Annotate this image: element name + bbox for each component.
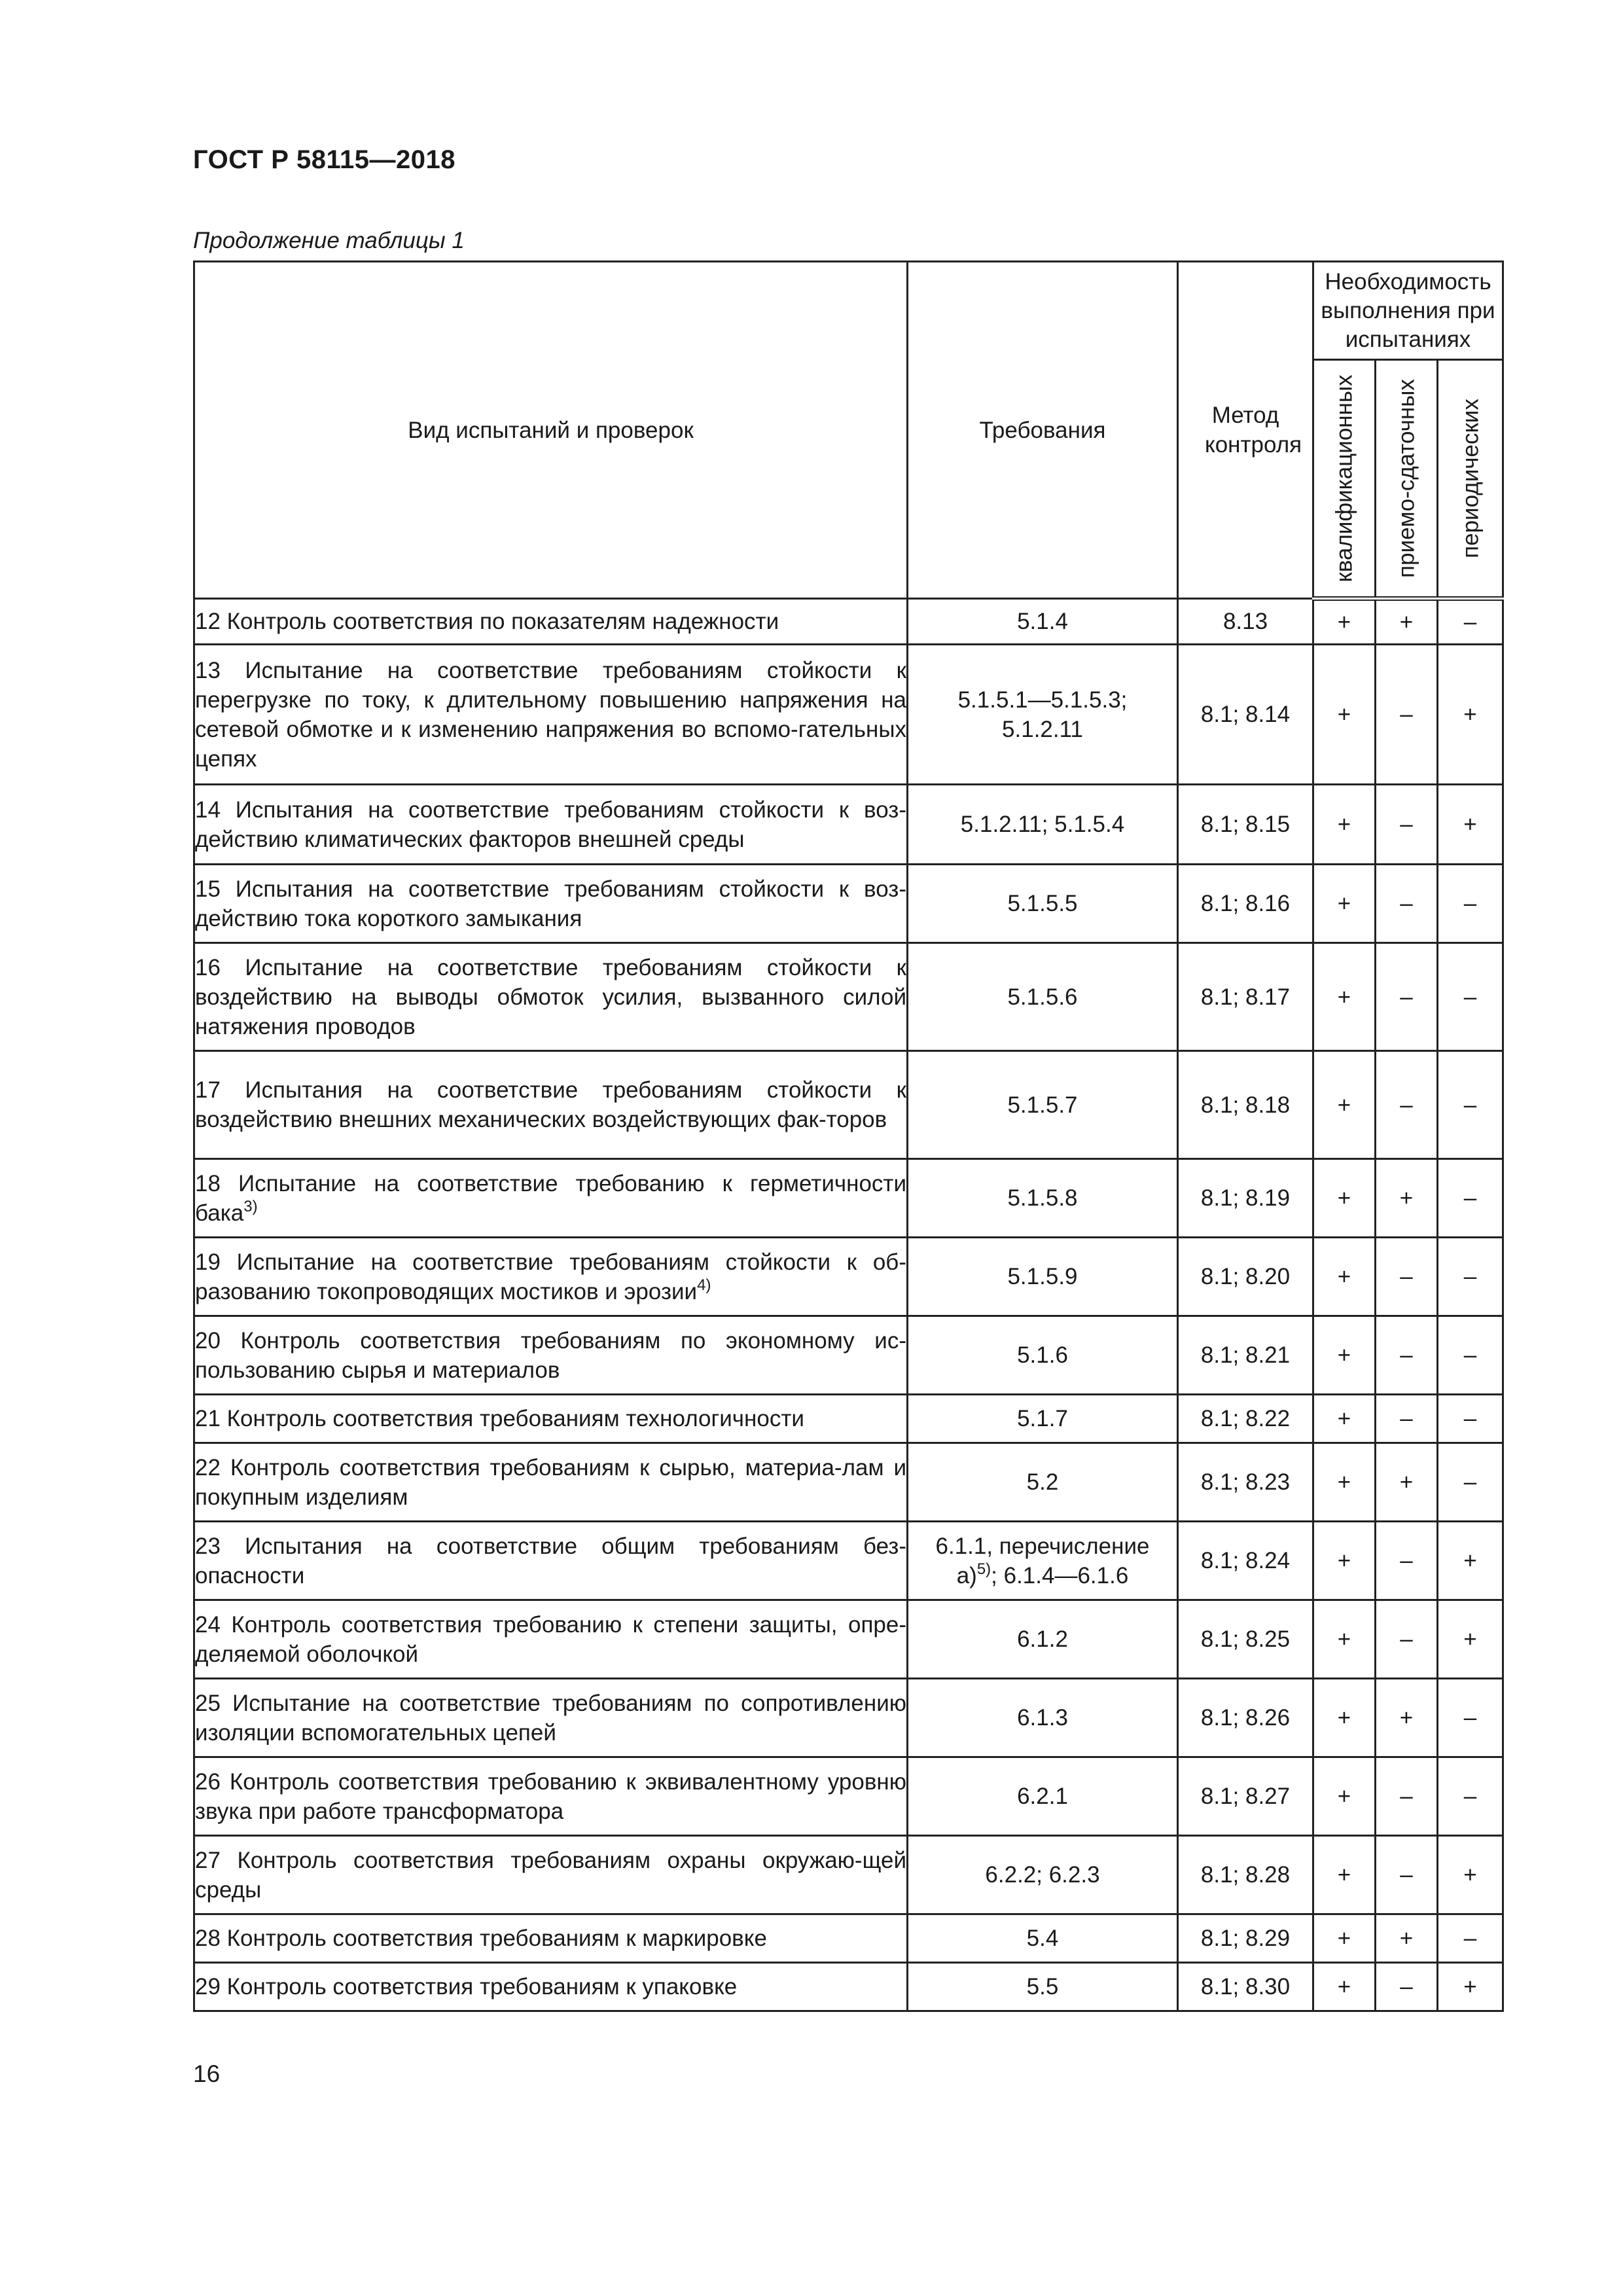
requirement-ref: 6.2.1 xyxy=(908,1757,1178,1836)
test-name: 16 Испытание на соответствие требованиям стойкости к воздействию на выводы обмоток усилия, вызванного силой натяжения проводов xyxy=(194,943,908,1051)
test-name: 22 Контроль соответствия требованиям к сырью, материа-лам и покупным изделиям xyxy=(194,1443,908,1522)
acceptance-label: приемо-сдаточных xyxy=(1393,379,1419,578)
requirement-ref: 6.2.2; 6.2.3 xyxy=(908,1836,1178,1914)
qualification-label: квалификационных xyxy=(1331,374,1357,583)
requirement-ref xyxy=(908,1522,1178,1600)
acceptance-mark: – xyxy=(1376,1600,1438,1679)
test-name: 12 Контроль соответствия по показателям надежности xyxy=(194,599,908,645)
column-header-acceptance xyxy=(1376,360,1438,599)
acceptance-mark: – xyxy=(1376,1522,1438,1600)
test-name: 13 Испытание на соответствие требованиям стойкости к перегрузке по току, к длительному повышению напряжения на сетевой обмотке и к изменению напряжения во вспомо-гательных цепях xyxy=(194,645,908,785)
periodic-mark: – xyxy=(1438,1159,1503,1238)
acceptance-mark: – xyxy=(1376,943,1438,1051)
test-name: 23 Испытания на соответствие общим требованиям без-опасности xyxy=(194,1522,908,1600)
acceptance-mark: – xyxy=(1376,1238,1438,1316)
periodic-mark: + xyxy=(1438,1963,1503,2011)
table-row xyxy=(194,1522,1503,1600)
qualification-mark: + xyxy=(1313,1316,1376,1395)
table-row xyxy=(194,645,1503,785)
requirement-ref: 5.1.5.9 xyxy=(908,1238,1178,1316)
table-row xyxy=(194,1238,1503,1316)
table-row xyxy=(194,1914,1503,1963)
method-ref: 8.1; 8.19 xyxy=(1178,1159,1313,1238)
table-row xyxy=(194,1051,1503,1159)
method-ref: 8.1; 8.29 xyxy=(1178,1914,1313,1963)
periodic-mark: – xyxy=(1438,1238,1503,1316)
qualification-mark: + xyxy=(1313,943,1376,1051)
qualification-mark: + xyxy=(1313,599,1376,645)
requirement-ref: 5.2 xyxy=(908,1443,1178,1522)
requirement-ref: 5.1.5.7 xyxy=(908,1051,1178,1159)
acceptance-mark: + xyxy=(1376,1914,1438,1963)
acceptance-mark: + xyxy=(1376,1159,1438,1238)
periodic-mark: – xyxy=(1438,1679,1503,1757)
test-name: 26 Контроль соответствия требованию к эквивалентному уровню звука при работе трансформатора xyxy=(194,1757,908,1836)
periodic-mark: + xyxy=(1438,1600,1503,1679)
periodic-label: периодических xyxy=(1457,399,1483,558)
periodic-mark: – xyxy=(1438,599,1503,645)
periodic-mark: – xyxy=(1438,1395,1503,1443)
qualification-mark: + xyxy=(1313,785,1376,865)
table-row xyxy=(194,1679,1503,1757)
qualification-mark: + xyxy=(1313,1238,1376,1316)
table-row xyxy=(194,1836,1503,1914)
acceptance-mark: + xyxy=(1376,599,1438,645)
page-number: 16 xyxy=(193,2060,221,2087)
qualification-mark: + xyxy=(1313,1051,1376,1159)
footnote-ref: 5) xyxy=(976,1560,991,1578)
acceptance-mark: – xyxy=(1376,645,1438,785)
method-ref: 8.1; 8.15 xyxy=(1178,785,1313,865)
qualification-mark: + xyxy=(1313,1443,1376,1522)
method-ref: 8.1; 8.22 xyxy=(1178,1395,1313,1443)
acceptance-mark: + xyxy=(1376,1679,1438,1757)
requirement-ref: 5.5 xyxy=(908,1963,1178,2011)
requirement-ref: 5.1.2.11; 5.1.5.4 xyxy=(908,785,1178,865)
test-name: 14 Испытания на соответствие требованиям стойкости к воз-действию климатических факторов внешней среды xyxy=(194,785,908,865)
requirement-ref: 5.1.7 xyxy=(908,1395,1178,1443)
test-name: 24 Контроль соответствия требованию к степени защиты, опре-деляемой оболочкой xyxy=(194,1600,908,1679)
periodic-mark: – xyxy=(1438,943,1503,1051)
periodic-mark: – xyxy=(1438,865,1503,943)
test-name-text: 18 Испытание на соответствие требованию к герметичности бака xyxy=(195,1170,906,1226)
table-row xyxy=(194,865,1503,943)
requirement-ref: 6.1.3 xyxy=(908,1679,1178,1757)
test-name: 17 Испытания на соответствие требованиям стойкости к воздействию внешних механических воздействующих фак-торов xyxy=(194,1051,908,1159)
periodic-mark: – xyxy=(1438,1443,1503,1522)
table-row xyxy=(194,1316,1503,1395)
table-row xyxy=(194,785,1503,865)
document-header: ГОСТ Р 58115—2018 xyxy=(193,145,455,174)
periodic-mark: + xyxy=(1438,645,1503,785)
table-row xyxy=(194,1395,1503,1443)
periodic-mark: – xyxy=(1438,1316,1503,1395)
qualification-mark: + xyxy=(1313,1159,1376,1238)
acceptance-mark: – xyxy=(1376,1395,1438,1443)
periodic-mark: + xyxy=(1438,1522,1503,1600)
qualification-mark: + xyxy=(1313,1522,1376,1600)
periodic-mark: + xyxy=(1438,785,1503,865)
method-ref: 8.1; 8.17 xyxy=(1178,943,1313,1051)
method-ref: 8.1; 8.23 xyxy=(1178,1443,1313,1522)
requirement-ref: 5.1.5.6 xyxy=(908,943,1178,1051)
method-ref: 8.1; 8.16 xyxy=(1178,865,1313,943)
acceptance-mark: – xyxy=(1376,1757,1438,1836)
tests-table xyxy=(193,260,1504,2012)
column-header-method: Метод контроля xyxy=(1178,262,1313,599)
acceptance-mark: – xyxy=(1376,865,1438,943)
requirement-ref: 5.1.4 xyxy=(908,599,1178,645)
periodic-mark: + xyxy=(1438,1836,1503,1914)
table-caption: Продолжение таблицы 1 xyxy=(193,228,465,253)
acceptance-mark: – xyxy=(1376,1963,1438,2011)
column-header-qualification xyxy=(1313,360,1376,599)
qualification-mark: + xyxy=(1313,1757,1376,1836)
table-row xyxy=(194,1159,1503,1238)
test-name: 29 Контроль соответствия требованиям к упаковке xyxy=(194,1963,908,2011)
footnote-ref: 3) xyxy=(243,1197,258,1215)
method-ref: 8.1; 8.28 xyxy=(1178,1836,1313,1914)
column-header-necessity: Необходимость выполнения при испытаниях xyxy=(1313,262,1503,360)
table-row xyxy=(194,1757,1503,1836)
method-ref: 8.1; 8.18 xyxy=(1178,1051,1313,1159)
test-name: 25 Испытание на соответствие требованиям по сопротивлению изоляции вспомогательных цепей xyxy=(194,1679,908,1757)
qualification-mark: + xyxy=(1313,1600,1376,1679)
acceptance-mark: – xyxy=(1376,1316,1438,1395)
method-ref: 8.1; 8.30 xyxy=(1178,1963,1313,2011)
requirement-ref: 5.1.5.8 xyxy=(908,1159,1178,1238)
method-ref: 8.1; 8.25 xyxy=(1178,1600,1313,1679)
test-name: 15 Испытания на соответствие требованиям стойкости к воз-действию тока короткого замыкания xyxy=(194,865,908,943)
test-name: 21 Контроль соответствия требованиям технологичности xyxy=(194,1395,908,1443)
method-ref: 8.1; 8.27 xyxy=(1178,1757,1313,1836)
requirement-ref: 5.1.5.1—5.1.5.3; 5.1.2.11 xyxy=(908,645,1178,785)
requirement-ref-item: а) xyxy=(956,1562,977,1588)
footnote-ref: 4) xyxy=(697,1276,711,1294)
test-name: 28 Контроль соответствия требованиям к маркировке xyxy=(194,1914,908,1963)
table-row xyxy=(194,599,1503,645)
qualification-mark: + xyxy=(1313,1963,1376,2011)
column-header-requirements: Требования xyxy=(908,262,1178,599)
requirement-ref: 5.1.6 xyxy=(908,1316,1178,1395)
periodic-mark: – xyxy=(1438,1914,1503,1963)
requirement-ref: 6.1.2 xyxy=(908,1600,1178,1679)
requirement-ref-part: ; 6.1.4—6.1.6 xyxy=(991,1562,1129,1588)
periodic-mark: – xyxy=(1438,1757,1503,1836)
acceptance-mark: + xyxy=(1376,1443,1438,1522)
method-ref: 8.1; 8.20 xyxy=(1178,1238,1313,1316)
qualification-mark: + xyxy=(1313,865,1376,943)
test-name: 20 Контроль соответствия требованиям по экономному ис-пользованию сырья и материалов xyxy=(194,1316,908,1395)
qualification-mark: + xyxy=(1313,645,1376,785)
method-ref: 8.1; 8.24 xyxy=(1178,1522,1313,1600)
test-name-text: 19 Испытание на соответствие требованиям стойкости к об-разованию токопроводящих мостиков и эрозии xyxy=(195,1249,906,1304)
method-ref: 8.1; 8.26 xyxy=(1178,1679,1313,1757)
method-ref: 8.1; 8.14 xyxy=(1178,645,1313,785)
test-name xyxy=(194,1159,908,1238)
requirement-ref-part: 6.1.1, перечисление xyxy=(935,1533,1150,1559)
method-ref: 8.1; 8.21 xyxy=(1178,1316,1313,1395)
periodic-mark: – xyxy=(1438,1051,1503,1159)
table-row xyxy=(194,1600,1503,1679)
acceptance-mark: – xyxy=(1376,1836,1438,1914)
table-row xyxy=(194,1443,1503,1522)
acceptance-mark: – xyxy=(1376,1051,1438,1159)
test-name: 27 Контроль соответствия требованиям охраны окружаю-щей среды xyxy=(194,1836,908,1914)
column-header-periodic xyxy=(1438,360,1503,599)
requirement-ref: 5.1.5.5 xyxy=(908,865,1178,943)
qualification-mark: + xyxy=(1313,1836,1376,1914)
qualification-mark: + xyxy=(1313,1395,1376,1443)
column-header-name: Вид испытаний и проверок xyxy=(194,262,908,599)
acceptance-mark: – xyxy=(1376,785,1438,865)
qualification-mark: + xyxy=(1313,1679,1376,1757)
requirement-ref: 5.4 xyxy=(908,1914,1178,1963)
method-ref: 8.13 xyxy=(1178,599,1313,645)
table-row xyxy=(194,943,1503,1051)
test-name xyxy=(194,1238,908,1316)
table-row xyxy=(194,1963,1503,2011)
qualification-mark: + xyxy=(1313,1914,1376,1963)
